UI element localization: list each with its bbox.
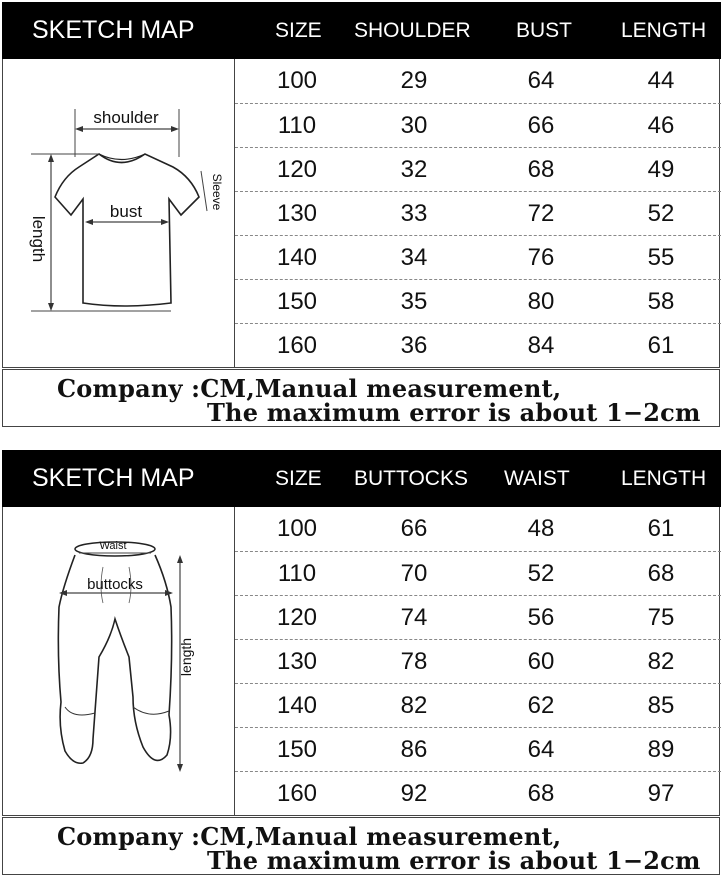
top-table-body xyxy=(2,59,720,368)
bottom-col-waist: WAIST xyxy=(504,467,570,490)
waist-cell: 48 xyxy=(527,515,555,542)
table-row xyxy=(235,639,721,684)
bottom-table-body xyxy=(2,507,720,816)
pants-sketch-icon xyxy=(3,507,235,816)
top-size-rows xyxy=(235,59,721,367)
shoulder-cell: 35 xyxy=(400,288,428,315)
length-cell: 85 xyxy=(647,692,675,719)
length-cell: 58 xyxy=(647,288,675,315)
shoulder-cell: 33 xyxy=(400,200,428,227)
length-cell: 49 xyxy=(647,156,675,183)
pants-length-label: length xyxy=(178,637,194,677)
length-cell: 75 xyxy=(647,604,675,631)
buttocks-cell: 66 xyxy=(400,515,428,542)
shoulder-cell: 32 xyxy=(400,156,428,183)
size-cell: 160 xyxy=(276,780,318,807)
size-cell: 160 xyxy=(276,332,318,359)
length-cell: 44 xyxy=(647,67,675,94)
waist-cell: 68 xyxy=(527,780,555,807)
bottom-col-size: SIZE xyxy=(275,467,322,490)
table-row xyxy=(235,59,721,103)
size-cell: 150 xyxy=(276,736,318,763)
top-col-size: SIZE xyxy=(275,19,322,42)
shoulder-label: shoulder xyxy=(93,108,159,127)
length-cell: 46 xyxy=(647,112,675,139)
size-cell: 120 xyxy=(276,156,318,183)
size-cell: 110 xyxy=(277,112,317,139)
table-row xyxy=(235,235,721,280)
bust-cell: 84 xyxy=(527,332,555,359)
length-label: length xyxy=(29,215,48,263)
size-cell: 100 xyxy=(276,67,318,94)
table-row xyxy=(235,103,721,148)
bottom-measurement-note xyxy=(2,817,720,875)
buttocks-cell: 92 xyxy=(400,780,428,807)
buttocks-cell: 74 xyxy=(400,604,428,631)
bust-cell: 66 xyxy=(527,112,555,139)
waist-cell: 60 xyxy=(527,648,555,675)
bottom-col-length: LENGTH xyxy=(621,467,707,490)
bust-cell: 72 xyxy=(527,200,555,227)
size-cell: 120 xyxy=(276,604,318,631)
bust-cell: 64 xyxy=(527,67,555,94)
note-line-2: The maximum error is about 1−2cm xyxy=(207,398,701,427)
top-measurement-note xyxy=(2,369,720,427)
size-cell: 140 xyxy=(276,244,318,271)
note-line-1: Company :CM,Manual measurement, xyxy=(57,374,562,403)
length-cell: 61 xyxy=(647,332,675,359)
top-col-length: LENGTH xyxy=(621,19,707,42)
waist-cell: 62 xyxy=(527,692,555,719)
bottom-col-buttocks: BUTTOCKS xyxy=(354,467,468,490)
top-col-shoulder: SHOULDER xyxy=(354,19,471,42)
table-row xyxy=(235,551,721,596)
buttocks-label: buttocks xyxy=(87,576,143,593)
top-sketch-map-title: SKETCH MAP xyxy=(32,16,195,44)
note-line-1: Company :CM,Manual measurement, xyxy=(57,822,562,851)
bottom-header-bar xyxy=(2,450,721,507)
table-row xyxy=(235,507,721,551)
waist-label: Waist xyxy=(99,540,127,552)
waist-cell: 56 xyxy=(527,604,555,631)
size-cell: 150 xyxy=(276,288,318,315)
table-row xyxy=(235,595,721,640)
table-row xyxy=(235,147,721,192)
length-cell: 52 xyxy=(647,200,675,227)
buttocks-cell: 78 xyxy=(400,648,428,675)
buttocks-cell: 70 xyxy=(400,560,428,587)
bottom-size-rows xyxy=(235,507,721,815)
bottom-sketch-map-title: SKETCH MAP xyxy=(32,464,195,492)
shoulder-cell: 36 xyxy=(400,332,428,359)
table-row xyxy=(235,771,721,816)
buttocks-cell: 86 xyxy=(400,736,428,763)
waist-cell: 64 xyxy=(527,736,555,763)
top-size-chart xyxy=(0,0,725,428)
sleeve-label: Sleeve xyxy=(210,173,224,211)
table-row xyxy=(235,727,721,772)
note-line-2: The maximum error is about 1−2cm xyxy=(207,846,701,875)
size-cell: 130 xyxy=(276,200,318,227)
shoulder-cell: 29 xyxy=(400,67,428,94)
bust-cell: 68 xyxy=(527,156,555,183)
shoulder-cell: 34 xyxy=(400,244,428,271)
size-cell: 140 xyxy=(276,692,318,719)
table-row xyxy=(235,683,721,728)
bust-cell: 76 xyxy=(527,244,555,271)
top-sketch-cell xyxy=(3,59,235,367)
length-cell: 55 xyxy=(647,244,675,271)
bust-label: bust xyxy=(109,202,143,221)
waist-cell: 52 xyxy=(527,560,555,587)
top-header-bar xyxy=(2,2,721,59)
bottom-size-chart xyxy=(0,448,725,876)
length-cell: 89 xyxy=(647,736,675,763)
size-cell: 130 xyxy=(276,648,318,675)
table-row xyxy=(235,279,721,324)
size-cell: 100 xyxy=(276,515,318,542)
table-row xyxy=(235,191,721,236)
shoulder-cell: 30 xyxy=(400,112,428,139)
table-row xyxy=(235,323,721,368)
bottom-sketch-cell xyxy=(3,507,235,815)
length-cell: 68 xyxy=(647,560,675,587)
size-cell: 110 xyxy=(277,560,317,587)
length-cell: 82 xyxy=(647,648,675,675)
top-col-bust: BUST xyxy=(516,19,573,42)
bust-cell: 80 xyxy=(527,288,555,315)
buttocks-cell: 82 xyxy=(400,692,428,719)
length-cell: 61 xyxy=(647,515,675,542)
length-cell: 97 xyxy=(647,780,675,807)
tshirt-sketch-icon xyxy=(3,59,235,368)
